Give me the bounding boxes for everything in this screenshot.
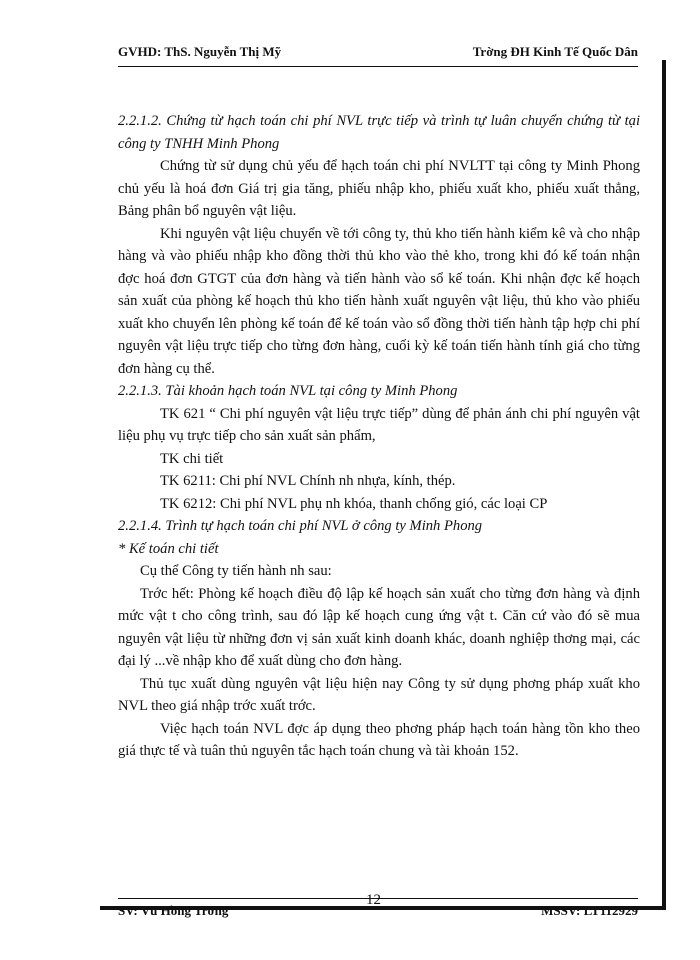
- tk-6211: TK 6211: Chi phí NVL Chính nh nhựa, kính, thép.: [160, 473, 456, 489]
- heading-2212: 2.2.1.2. Chứng từ hạch toán chi phí NVL trực tiếp và trình tự luân chuyển chứng từ tại công ty TNHH Minh Phong: [118, 113, 640, 152]
- heading-2213: 2.2.1.3. Tài khoản hạch toán NVL tại công ty Minh Phong: [118, 383, 458, 399]
- paragraph: Thủ tục xuất dùng nguyên vật liệu hiện nay Công ty sử dụng phơng pháp xuất kho NVL theo giá nhập trớc xuất trớc.: [118, 675, 640, 714]
- footer-student: SV: Vũ Hồng Trờng: [118, 903, 229, 918]
- page-header: [118, 44, 638, 66]
- paragraph: TK 621 “ Chi phí nguyên vật liệu trực tiếp” dùng để phản ánh chi phí nguyên vật liệu phụ vụ trực tiếp cho sản xuất sản phẩm,: [118, 405, 640, 444]
- paragraph: Cụ thể Công ty tiến hành nh sau:: [140, 563, 332, 579]
- header-advisor: GVHD: ThS. Nguyễn Thị Mỹ: [118, 44, 282, 59]
- tk-6212: TK 6212: Chi phí NVL phụ nh khóa, thanh chống gió, các loại CP: [160, 495, 548, 512]
- subheading-detail-accounting: * Kế toán chi tiết: [118, 540, 219, 557]
- header-university: Trờng ĐH Kinh Tế Quốc Dân: [472, 44, 638, 59]
- paragraph: Việc hạch toán NVL đợc áp dụng theo phơng pháp hạch toán hàng tồn kho theo giá thực tế và tuân thủ nguyên tắc hạch toán chung và tài khoản 152.: [118, 720, 640, 759]
- footer-student-id: MSSV: LT112929: [541, 903, 638, 918]
- tk-detail-label: TK chi tiết: [160, 450, 224, 467]
- page-footer: [118, 892, 638, 922]
- page-number: 12: [366, 892, 381, 908]
- heading-2214: 2.2.1.4. Trình tự hạch toán chi phí NVL ở công ty Minh Phong: [118, 518, 483, 534]
- header-rule: [118, 66, 638, 67]
- paragraph: Khi nguyên vật liệu chuyển về tới công ty, thủ kho tiến hành kiểm kê và cho nhập hàng và vào phiếu nhập kho đồng thời thủ kho vào thẻ kho, trong khi đó kế toán nhận đợc hoá đơn GTGT của đơn hàng và tiến hành vào sổ kế toán. Khi nhận đợc kế hoạch sản xuất của phòng kế hoạch thủ kho tiến hành xuất nguyên vật liệu, thủ kho vào phiếu xuất kho chuyển lên phòng kế toán để kế toán vào sổ đồng thời tiến hành tập hợp chi phí nguyên vật liệu trực tiếp cho từng đơn hàng, cuối kỳ kế toán tiến hành tính giá cho từng đơn hàng cụ thể.: [118, 225, 640, 377]
- paragraph: Chứng từ sử dụng chủ yếu để hạch toán chi phí NVLTT tại công ty Minh Phong chủ yếu là hoá đơn Giá trị gia tăng, phiếu nhập kho, phiếu xuất kho, phiếu xuất thẳng, Bảng phân bổ nguyên vật liệu.: [118, 158, 640, 219]
- document-body: [118, 110, 640, 763]
- paragraph: Trớc hết: Phòng kế hoạch điều độ lập kế hoạch sản xuất cho từng đơn hàng và định mức vật t cho công trình, sau đó lập kế hoạch cung ứng vật t. Căn cứ vào đó sẽ mua nguyên vật liệu từ những đơn vị sản xuất kinh doanh khác, doanh nghiệp thơng mại, các đại lý ...về nhập kho để xuất dùng cho đơn hàng.: [118, 585, 640, 669]
